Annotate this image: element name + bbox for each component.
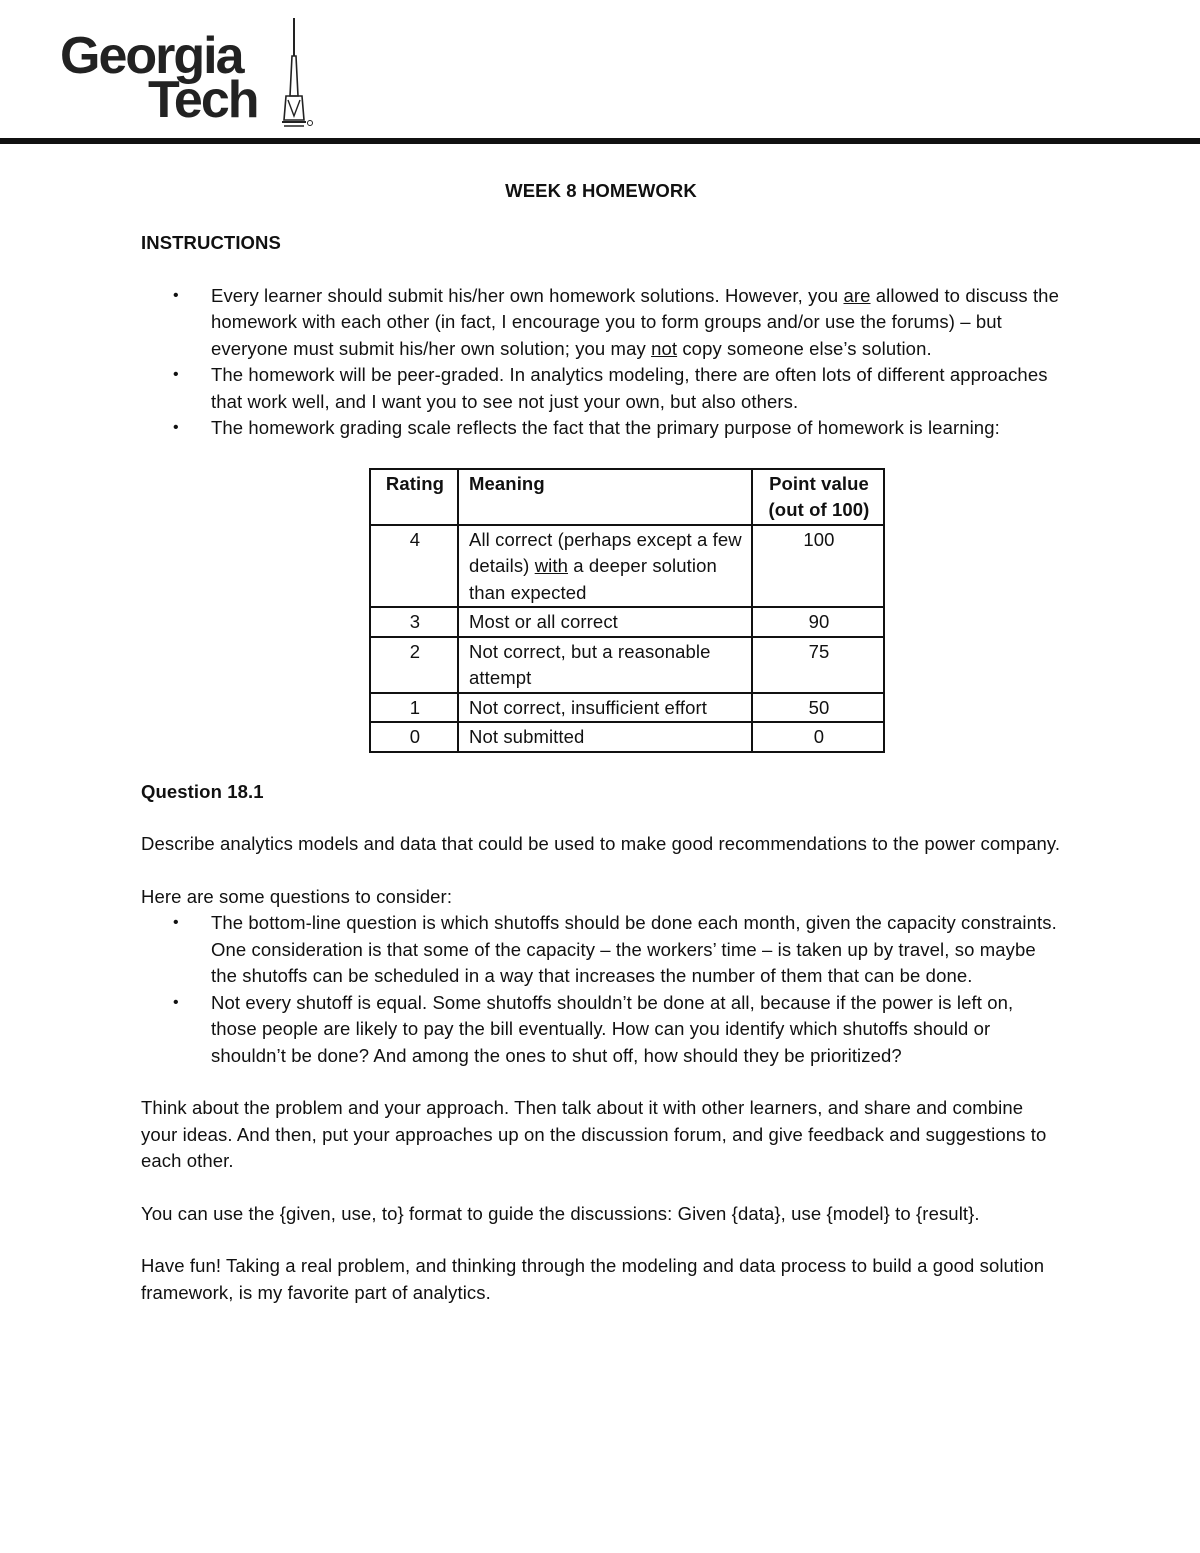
list-item xyxy=(141,283,1061,363)
table-row xyxy=(370,722,884,752)
logo-text-tech: Tech xyxy=(148,71,258,129)
consider-intro: Here are some questions to consider: xyxy=(141,885,453,907)
cell-points: 100 xyxy=(752,525,884,608)
cell-rating: 1 xyxy=(370,693,458,723)
bullet-icon: • xyxy=(173,993,179,1011)
list-item xyxy=(141,910,1061,990)
question-text: Describe analytics models and data that could be used to make good recommendations to the power company. xyxy=(141,833,1061,854)
grading-scale-table xyxy=(369,468,885,753)
header-point-value: Point value (out of 100) xyxy=(752,469,884,525)
list-item xyxy=(141,362,1061,415)
cell-points: 90 xyxy=(752,607,884,637)
paragraph-think: Think about the problem and your approach. Then talk about it with other learners, and share and combine your ideas. And then, put your approaches up on the discussion forum, and give feedback and suggestions to each other. xyxy=(141,1097,1047,1171)
instruction-text: The homework grading scale reflects the fact that the primary purpose of homework is learning: xyxy=(211,417,1000,438)
consider-text: The bottom-line question is which shutoffs should be done each month, given the capacity constraints. One consideration is that some of the capacity – the workers’ time – is taken up by travel, so maybe the shutoffs can be scheduled in a way that increases the number of them that can be done. xyxy=(211,912,1057,986)
cell-points: 50 xyxy=(752,693,884,723)
cell-rating: 0 xyxy=(370,722,458,752)
tech-tower-icon xyxy=(280,16,324,128)
georgia-tech-logo xyxy=(58,16,328,128)
document-title: WEEK 8 HOMEWORK xyxy=(505,180,697,201)
logo-text-georgia: Georgia xyxy=(60,27,243,85)
cell-meaning: Not correct, but a reasonable attempt xyxy=(458,637,752,693)
cell-rating: 4 xyxy=(370,525,458,608)
table-header-row xyxy=(370,469,884,525)
table-row xyxy=(370,525,884,608)
header-meaning: Meaning xyxy=(458,469,752,525)
bullet-icon: • xyxy=(173,914,179,931)
instructions-list xyxy=(141,283,1061,442)
cell-meaning: Not correct, insufficient effort xyxy=(458,693,752,723)
instruction-text-part: allowed to discuss the homework with each other (in fact, I encourage you to form groups and/or use the forums) – but everyone must submit his/her own solution; you may xyxy=(211,284,1059,359)
underlined-word: are xyxy=(843,284,871,306)
instruction-text-part: copy someone else’s solution. xyxy=(677,337,932,359)
header-divider xyxy=(0,138,1200,144)
bullet-icon: • xyxy=(173,419,179,436)
header-rating: Rating xyxy=(370,469,458,525)
table-row xyxy=(370,607,884,637)
instructions-heading: INSTRUCTIONS xyxy=(141,232,281,253)
meaning-text: All correct (perhaps except a few details) xyxy=(469,528,742,576)
bullet-icon: • xyxy=(173,366,179,383)
table-row xyxy=(370,637,884,693)
paragraph-format: You can use the {given, use, to} format to guide the discussions: Given {data}, use {model} to {result}. xyxy=(141,1202,980,1224)
cell-points: 75 xyxy=(752,637,884,693)
cell-meaning: Most or all correct xyxy=(458,607,752,637)
instruction-text-part: Every learner should submit his/her own homework solutions. However, you xyxy=(211,284,844,306)
underlined-word: not xyxy=(651,337,678,359)
meaning-text: a deeper solution than expected xyxy=(469,555,717,603)
cell-points: 0 xyxy=(752,722,884,752)
cell-rating: 3 xyxy=(370,607,458,637)
cell-meaning xyxy=(458,525,752,608)
cell-rating: 2 xyxy=(370,637,458,693)
document-body xyxy=(141,178,1061,1306)
bullet-icon: • xyxy=(173,286,179,304)
consider-list xyxy=(141,910,1061,1069)
underlined-word: with xyxy=(534,555,568,576)
consider-text: Not every shutoff is equal. Some shutoffs shouldn’t be done at all, because if the power is left on, those people are likely to pay the bill eventually. How can you identify which shutoffs should or shouldn’t be done? And among the ones to shut off, how should they be prioritized? xyxy=(211,991,1014,1066)
list-item xyxy=(141,415,1061,442)
question-heading: Question 18.1 xyxy=(141,780,264,802)
instruction-text: The homework will be peer-graded. In analytics modeling, there are often lots of different approaches that work well, and I want you to see not just your own, but also others. xyxy=(211,364,1048,412)
cell-meaning: Not submitted xyxy=(458,722,752,752)
table-row xyxy=(370,693,884,723)
list-item xyxy=(141,990,1061,1070)
paragraph-fun: Have fun! Taking a real problem, and thinking through the modeling and data process to build a good solution framework, is my favorite part of analytics. xyxy=(141,1255,1045,1303)
